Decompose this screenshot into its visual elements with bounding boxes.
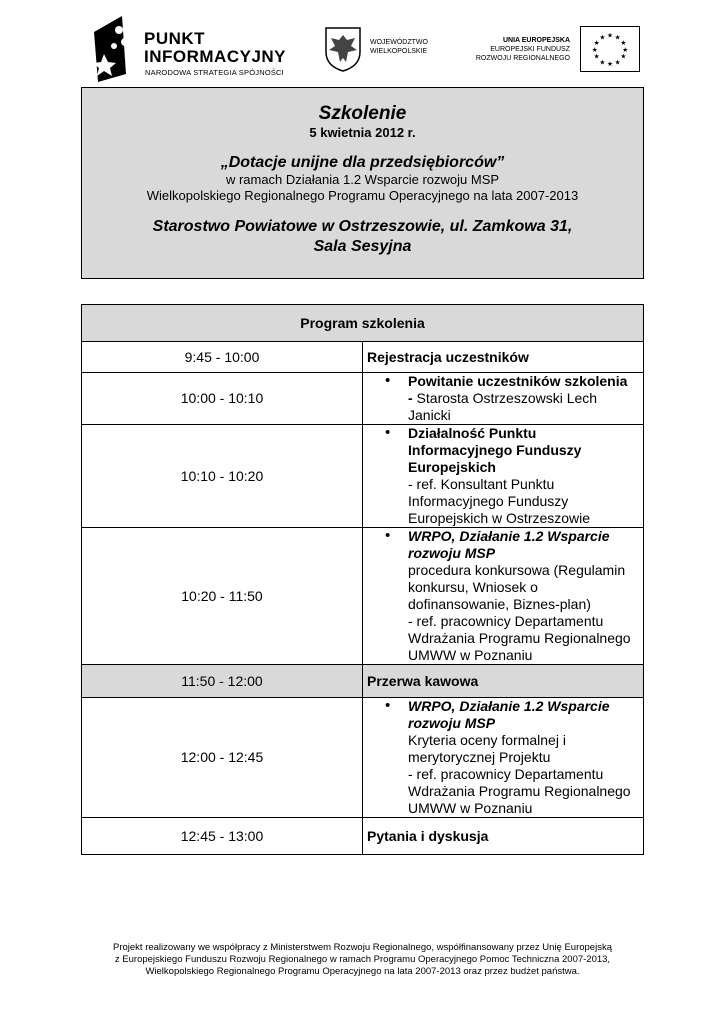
row-text: Rejestracja uczestników	[363, 342, 644, 373]
training-subtitle-line2: Wielkopolskiego Regionalnego Programu Operacyjnego na lata 2007-2013	[146, 188, 579, 203]
footer-note: Projekt realizowany we współpracy z Ministerstwem Rozwoju Regionalnego, współfinansowany przez Unię Europejską z Europejskiego Funduszu Rozwoju Regionalnego w ramach Programu Operacyjnego Pomoc Techniczna 2007-2013, Wielkopolskiego Regionalnego Programu Operacyjnego na lata 2007-2013 oraz przez budżet państwa.	[113, 942, 612, 977]
training-topic: „Dotacje unijne dla przedsiębiorców”	[220, 154, 505, 171]
table-row	[82, 528, 644, 665]
list-item: • WRPO, Działanie 1.2 Wsparcie rozwoju MSP Kryteria oceny formalnej i merytorycznej Projektu - ref. pracownicy Departamentu Wdrażania Programu Regionalnego UMWW w Poznaniu	[408, 698, 643, 817]
svg-text:★: ★	[614, 33, 621, 42]
eu-flag-icon	[580, 26, 640, 72]
eu-logo	[460, 26, 640, 74]
row-content	[363, 425, 644, 528]
program-table	[81, 304, 644, 855]
svg-text:★: ★	[622, 45, 629, 54]
row-time: 12:00 - 12:45	[82, 698, 363, 818]
list-item: • Działalność Punktu Informacyjnego Funduszy Europejskich - ref. Konsultant Punktu Informacyjnego Funduszy Europejskich w Ostrzeszowie	[408, 425, 643, 527]
svg-text:★: ★	[607, 60, 613, 69]
svg-text:★: ★	[607, 31, 613, 40]
row-content	[363, 698, 644, 818]
row-text: Przerwa kawowa	[363, 665, 644, 698]
svg-text:★: ★	[620, 52, 627, 61]
table-row	[82, 373, 644, 425]
row-time: 10:20 - 11:50	[82, 528, 363, 665]
training-date: 5 kwietnia 2012 r.	[309, 125, 416, 140]
row-content	[363, 373, 644, 425]
table-row	[82, 425, 644, 528]
eu-fund-text: UNIA EUROPEJSKA EUROPEJSKI FUNDUSZ ROZWOJU REGIONALNEGO	[475, 37, 570, 62]
table-row	[82, 665, 644, 698]
list-item: • WRPO, Działanie 1.2 Wsparcie rozwoju MSP procedura konkursowa (Regulamin konkursu, Wniosek o dofinansowanie, Biznes-plan) - ref. pracownicy Departamentu Wdrażania Programu Regionalnego UMWW w Poznaniu	[408, 528, 643, 664]
svg-text:★: ★	[593, 39, 600, 48]
table-row	[82, 342, 644, 373]
svg-text:★: ★	[591, 45, 598, 54]
punkt-informacyjny-mark-icon	[92, 16, 132, 82]
training-subtitle-line1: w ramach Działania 1.2 Wsparcie rozwoju MSP	[225, 172, 500, 187]
training-title: Szkolenie	[318, 103, 407, 124]
row-content	[363, 528, 644, 665]
row-time: 9:45 - 10:00	[82, 342, 363, 373]
wojewodztwo-text: WOJEWÓDZTWO WIELKOPOLSKIE	[370, 39, 428, 55]
svg-text:★: ★	[593, 52, 600, 61]
svg-text:★: ★	[599, 33, 606, 42]
row-time: 11:50 - 12:00	[82, 665, 363, 698]
row-time: 10:00 - 10:10	[82, 373, 363, 425]
table-row	[82, 818, 644, 855]
svg-text:★: ★	[614, 58, 621, 67]
list-item: • Powitanie uczestników szkolenia - Starosta Ostrzeszowski Lech Janicki	[408, 373, 643, 424]
wojewodztwo-logo	[324, 26, 444, 74]
svg-text:★: ★	[620, 39, 627, 48]
punkt-informacyjny-subtitle: NARODOWA STRATEGIA SPÓJNOŚCI	[145, 68, 284, 77]
training-location: Starostwo Powiatowe w Ostrzeszowie, ul. Zamkowa 31, Sala Sesyjna	[152, 218, 573, 255]
row-text: Pytania i dyskusja	[363, 818, 644, 855]
punkt-informacyjny-logo	[92, 16, 292, 82]
punkt-informacyjny-title: PUNKT INFORMACYJNY	[144, 29, 287, 66]
row-time: 12:45 - 13:00	[82, 818, 363, 855]
row-time: 10:10 - 10:20	[82, 425, 363, 528]
eagle-crest-icon	[324, 26, 362, 72]
program-table-header	[82, 305, 644, 342]
program-title: Program szkolenia	[82, 305, 644, 342]
logo-bar	[0, 14, 725, 84]
table-row	[82, 698, 644, 818]
svg-text:★: ★	[599, 58, 606, 67]
training-header-box	[81, 87, 644, 279]
